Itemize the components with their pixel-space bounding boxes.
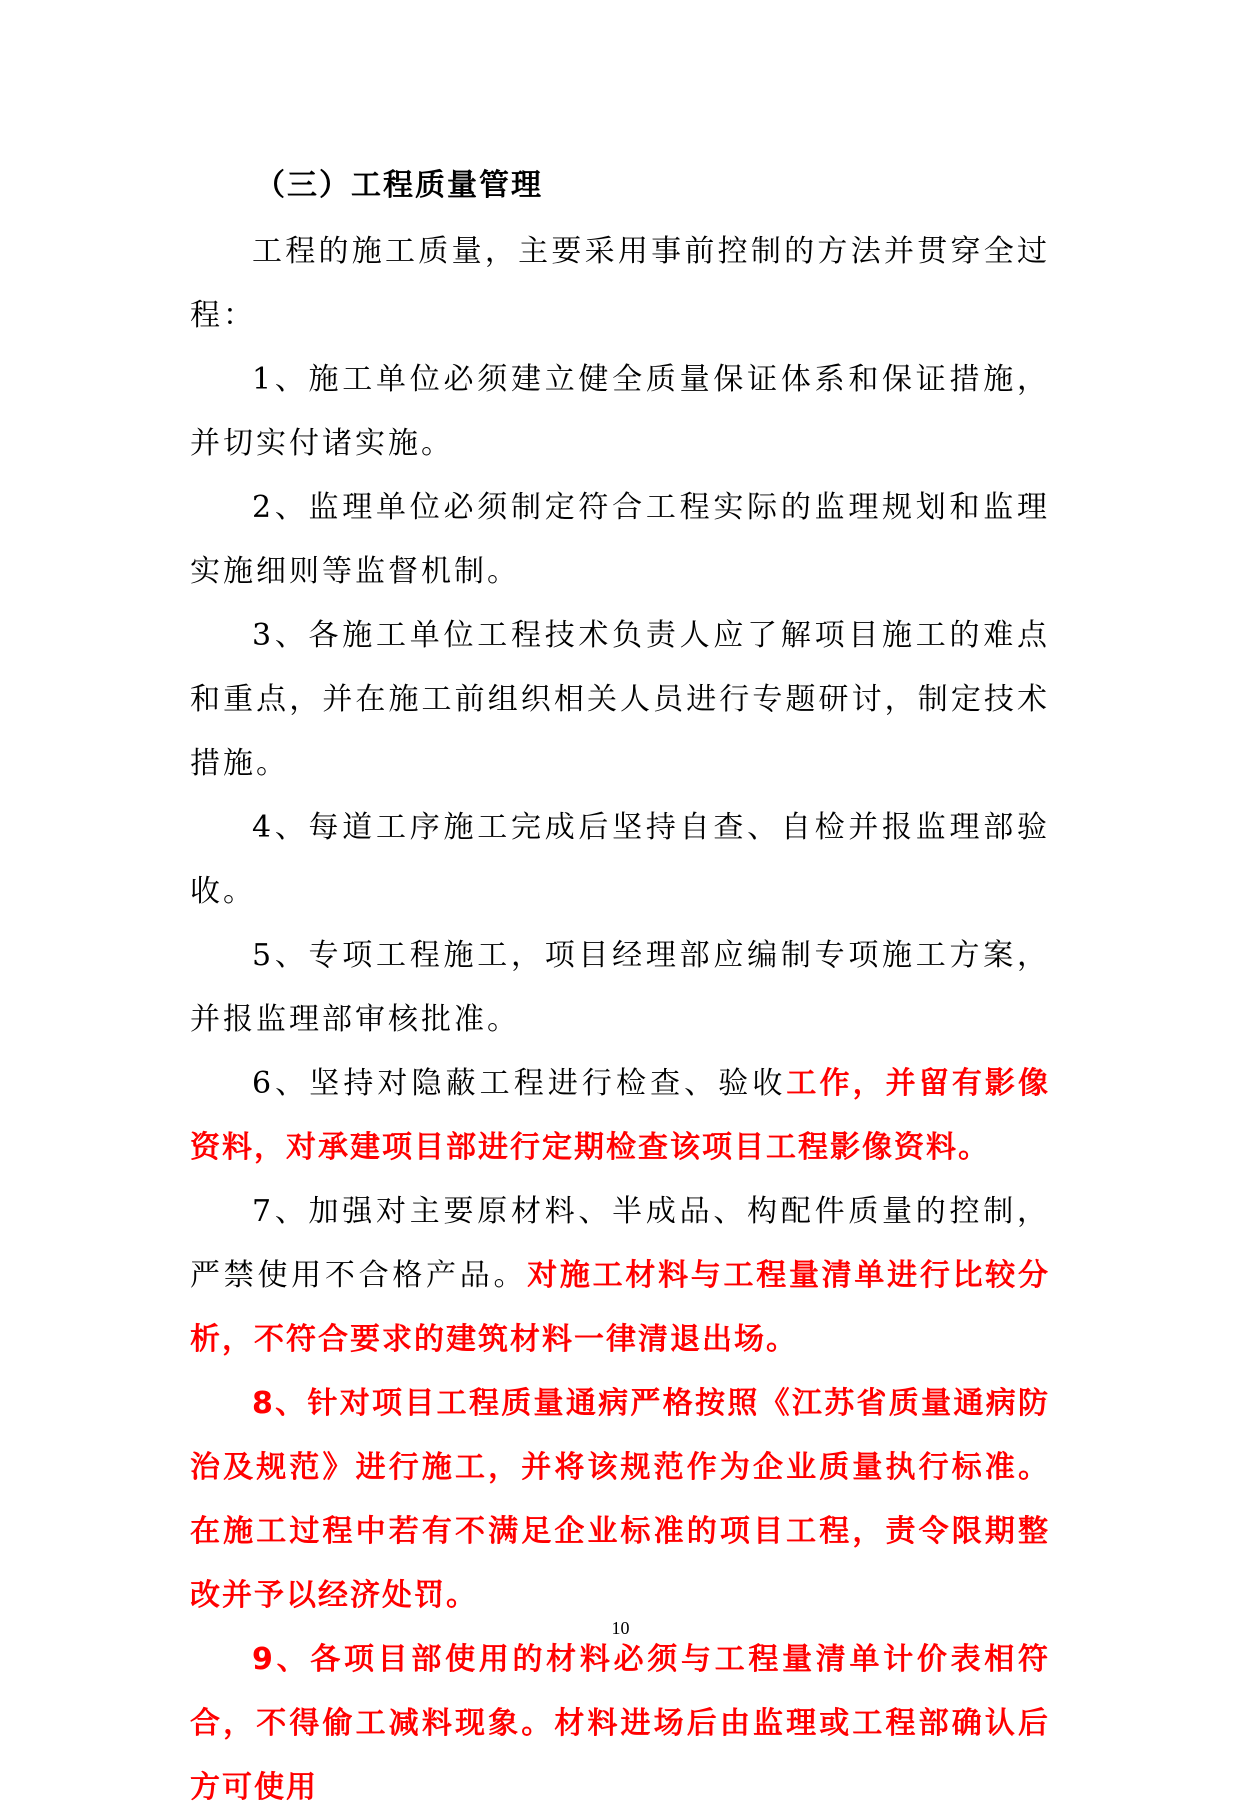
item-7	[190, 1180, 1050, 1372]
item-8	[190, 1372, 1050, 1628]
item-8-emphasis: 8、针对项目工程质量通病严格按照《江苏省质量通病防治及规范》进行施工，并将该规范作为企业质量执行标准。在施工过程中若有不满足企业标准的项目工程，责令限期整改并予以经济处罚。	[190, 1386, 1050, 1613]
item-9-emphasis: 9、各项目部使用的材料必须与工程量清单计价表相符合，不得偷工减料现象。材料进场后由监理或工程部确认后方可使用	[190, 1642, 1050, 1805]
item-6-text: 6、坚持对隐蔽工程进行检查、验收	[252, 1066, 787, 1101]
item-6	[190, 1052, 1050, 1180]
item-3-text: 3、各施工单位工程技术负责人应了解项目施工的难点和重点，并在施工前组织相关人员进行专题研讨，制定技术措施。	[190, 618, 1050, 781]
item-6-emphasis: 工作，并留有影像资料，对承建项目部进行定期检查该项目工程影像资料。	[190, 1066, 1051, 1165]
section-heading: （三）工程质量管理	[255, 168, 543, 203]
item-1-text: 1、施工单位必须建立健全质量保证体系和保证措施，并切实付诸实施。	[190, 362, 1050, 461]
item-2	[190, 476, 1050, 604]
item-5	[190, 924, 1050, 1052]
item-2-text: 2、监理单位必须制定符合工程实际的监理规划和监理实施细则等监督机制。	[190, 490, 1050, 589]
item-7-emphasis: 对施工材料与工程量清单进行比较分析，不符合要求的建筑材料一律清退出场。	[190, 1258, 1051, 1357]
item-4	[190, 796, 1050, 924]
item-1	[190, 348, 1050, 476]
item-5-text: 5、专项工程施工，项目经理部应编制专项施工方案，并报监理部审核批准。	[190, 938, 1050, 1037]
item-7-text: 7、加强对主要原材料、半成品、构配件质量的控制，严禁使用不合格产品。	[190, 1194, 1050, 1293]
item-3	[190, 604, 1050, 796]
item-4-text: 4、每道工序施工完成后坚持自查、自检并报监理部验收。	[190, 810, 1050, 909]
intro-paragraph: 工程的施工质量，主要采用事前控制的方法并贯穿全过程：	[190, 234, 1050, 333]
page-number: 10	[611, 1618, 630, 1638]
body-text	[190, 220, 1050, 1820]
item-9	[190, 1628, 1050, 1820]
